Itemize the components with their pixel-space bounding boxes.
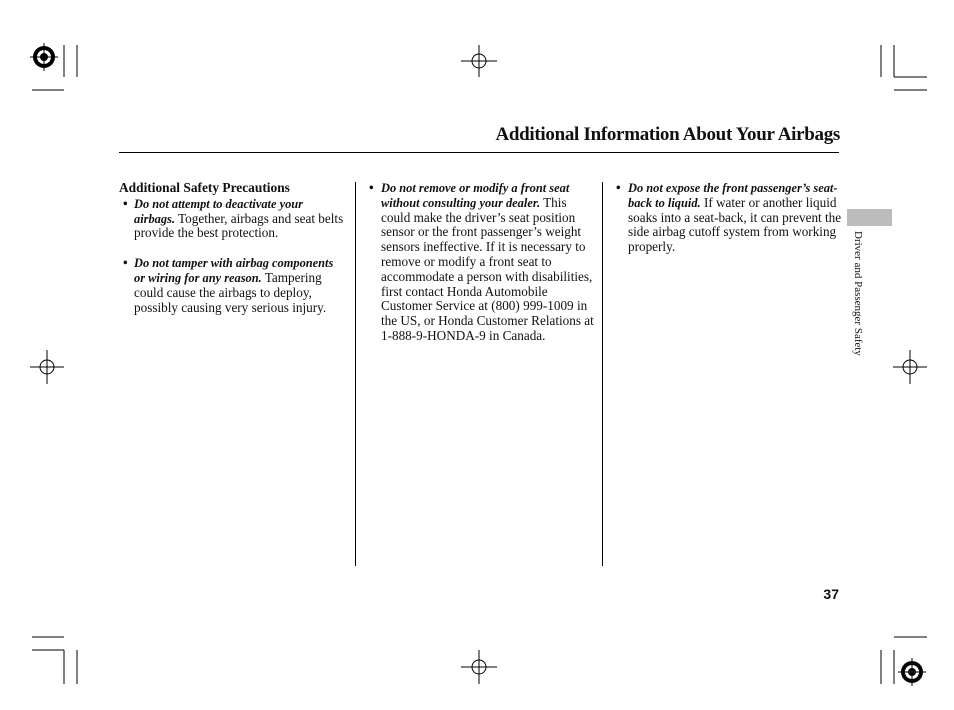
page-number: 37 — [823, 586, 839, 602]
item-text: If water or another liquid soaks into a seat-back, it can prevent the side airbag cutoff system from working properly. — [628, 194, 842, 255]
section-tab-label: Driver and Passenger Safety — [852, 231, 864, 356]
item-emphasis: Do not attempt to deactivate your airbags. — [134, 196, 303, 226]
list-item — [119, 256, 347, 315]
column-1 — [119, 181, 347, 315]
registration-target-bottom-right — [898, 658, 926, 686]
bullet: • — [616, 180, 621, 195]
list-item — [616, 181, 844, 255]
item-emphasis: Do not expose the front passenger’s seat-back to liquid. — [628, 181, 838, 210]
item-text: Together, airbags and seat belts provide the best protection. — [134, 210, 344, 241]
item-emphasis: Do not tamper with airbag components or wiring for any reason. — [134, 256, 334, 285]
column-divider — [355, 182, 356, 566]
item-emphasis: Do not remove or modify a front seat without consulting your dealer. — [381, 181, 570, 210]
column-2 — [369, 181, 594, 344]
registration-target-top-left — [30, 43, 58, 71]
bullet: • — [123, 195, 128, 211]
section-tab-marker — [847, 209, 892, 226]
section-heading: Additional Safety Precautions — [119, 180, 290, 195]
list-item — [119, 197, 347, 241]
column-divider — [602, 182, 603, 566]
title-rule — [119, 152, 839, 153]
bullet: • — [123, 255, 128, 271]
column-3 — [616, 181, 844, 255]
item-text: This could make the driver’s seat position sensor or the front passenger’s weight sensors ineffective. If it is necessary to remove or modify a front seat to accommodate a person with disabilities, first contact Honda Automobile Customer Service at (800) 999-1009 in the US, or Honda Customer Relations at 1-888-9-HONDA-9 in Canada. — [381, 194, 594, 343]
item-text: Tampering could cause the airbags to deploy, possibly causing very serious injury. — [134, 269, 327, 315]
page-title: Additional Information About Your Airbags — [495, 124, 840, 145]
list-item — [369, 181, 594, 344]
bullet: • — [369, 180, 374, 195]
